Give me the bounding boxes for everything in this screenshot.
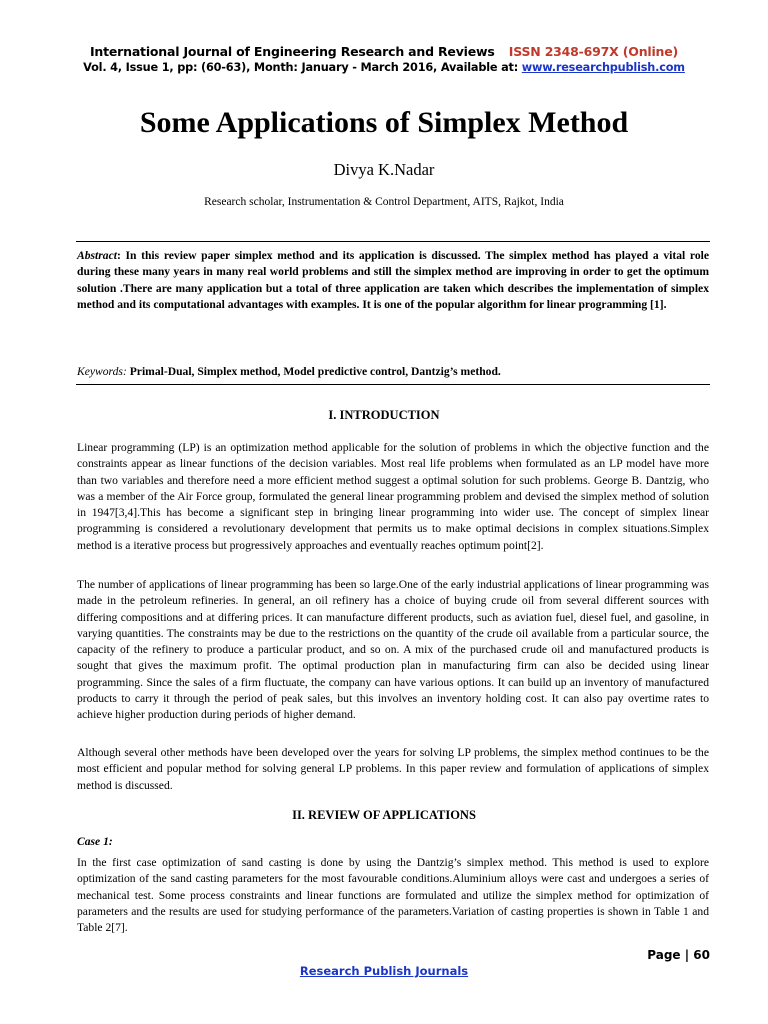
author-name: Divya K.Nadar	[333, 160, 435, 179]
abstract-text: : In this review paper simplex method and its application is discussed. The simplex method has played a vital role during these many years in many real world problems and still the simplex method are improving in order to get the optimum solution .There are many application but a total of three application are taken which describes the implementation of simplex method and its computational advantages with examples. It is one of the popular algorithm for linear programming [1].	[77, 249, 709, 311]
section-heading-introduction: I. INTRODUCTION	[328, 408, 440, 422]
abstract	[77, 248, 709, 313]
journal-url-link[interactable]: www.researchpublish.com	[521, 61, 685, 74]
publisher-footer	[0, 964, 768, 978]
case-1-paragraph: In the first case optimization of sand casting is done by using the Dantzig’s simplex method. This method is used to explore optimization of the sand casting parameters for the most favourable conditions.Aluminium alloys were cast and undergoes a series of mechanical test. Some process constraints and linear functions are formulated and utilize the simplex method for optimization of parameters and the results are used for studying performance of the parameters.Variation of casting properties is shown in Table 1 and Table 2[7].	[77, 856, 709, 935]
abstract-label: Abstract	[77, 249, 117, 262]
intro-paragraph-3: Although several other methods have been developed over the years for solving LP problems, the simplex method continues to be the most efficient and popular method for solving general LP problems. In this paper review and formulation of applications of simplex method is discussed.	[77, 746, 709, 792]
paper-title: Some Applications of Simplex Method	[139, 106, 629, 139]
section-heading-review: II. REVIEW OF APPLICATIONS	[292, 808, 476, 822]
issue-text: Vol. 4, Issue 1, pp: (60-63), Month: January - March 2016, Available at:	[83, 61, 522, 74]
journal-header	[0, 44, 768, 59]
publisher-link[interactable]: Research Publish Journals	[299, 964, 469, 978]
issn: ISSN 2348-697X (Online)	[508, 44, 679, 59]
keywords	[77, 364, 709, 380]
page-number: Page | 60	[647, 948, 710, 962]
intro-paragraph-1: Linear programming (LP) is an optimization method applicable for the solution of problems in which the objective function and the constraints appear as linear functions of the decision variables. Most real life problems when formulated as an LP model have more than two variables and therefore need a more efficient method suggest a optimal solution for such problems. George B. Dantzig, who was a member of the Air Force group, formulated the general linear programming problem and devised the simplex method of solution in 1947[3,4].This has become a significant step in bringing linear programming into wider use. The concept of simplex linear programming is considered a revolutionary development that permits us to make optimal decisions in complex situations.Simplex method is a iterative process but progressively approaches and eventually reaches optimum point[2].	[77, 441, 709, 552]
abstract-top-rule	[76, 241, 710, 242]
keywords-text: Primal-Dual, Simplex method, Model predictive control, Dantzig’s method.	[129, 365, 501, 378]
case-1-label: Case 1:	[77, 835, 113, 848]
abstract-bottom-rule	[76, 384, 710, 385]
issue-info	[0, 61, 768, 74]
intro-paragraph-2: The number of applications of linear programming has been so large.One of the early industrial applications of linear programming was made in the petroleum refineries. In general, an oil refinery has a choice of buying crude oil from several different sources with differing compositions and at differing prices. It can manufacture different products, such as aviation fuel, diesel fuel, and gasoline, in varying quantities. The constraints may be due to the restrictions on the quantity of the crude oil available from a particular source, the capacity of the refinery to produce a particular product, and so on. A mix of the purchased crude oil and manufactured products is sought that gives the maximum profit. The optimal production plan in manufacturing firm can also be decided using linear programming. Since the sales of a firm fluctuate, the company can have various options. It can build up an inventory of manufactured products to carry it through the period of peak sales, but this involves an inventory holding cost. It can also pay overtime rates to achieve higher production during periods of higher demand.	[77, 578, 709, 722]
keywords-label: Keywords:	[77, 365, 127, 378]
author-affiliation: Research scholar, Instrumentation & Control Department, AITS, Rajkot, India	[204, 196, 564, 208]
journal-name: International Journal of Engineering Research and Reviews	[89, 44, 495, 59]
